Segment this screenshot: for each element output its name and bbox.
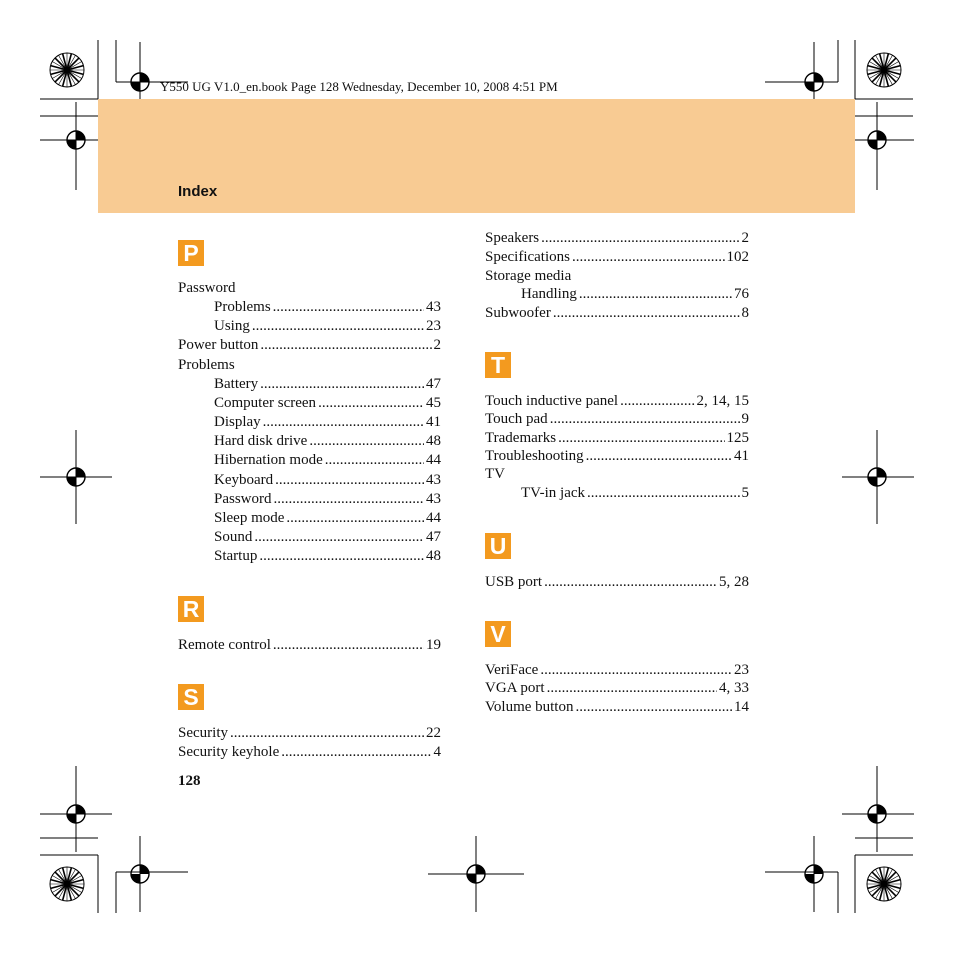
index-entry bbox=[214, 413, 441, 432]
entry-pages: 41 bbox=[734, 447, 749, 464]
entry-term: VGA port bbox=[485, 680, 545, 697]
entry-pages: 2 bbox=[741, 230, 749, 246]
entry-leader-dots bbox=[318, 394, 424, 413]
entry-leader-dots bbox=[260, 336, 431, 355]
entry-term: Hard disk drive bbox=[214, 433, 308, 450]
index-entry bbox=[214, 375, 441, 394]
entry-leader-dots bbox=[579, 285, 732, 304]
entry-term: Power button bbox=[178, 337, 259, 354]
entry-pages: 41 bbox=[426, 414, 441, 431]
index-entry bbox=[485, 392, 749, 411]
index-entry bbox=[214, 528, 441, 547]
entry-term: Speakers bbox=[485, 230, 540, 246]
entry-leader-dots bbox=[281, 743, 431, 762]
entry-term: Touch pad bbox=[485, 411, 548, 428]
index-entry bbox=[214, 317, 441, 336]
file-info: Y550 UG V1.0_en.book Page 128 Wednesday, December 10, 2008 4:51 PM bbox=[160, 79, 558, 94]
entry-term: Volume button bbox=[485, 698, 574, 715]
entry-term: Remote control bbox=[178, 637, 271, 653]
entry-pages: 47 bbox=[426, 375, 441, 392]
index-entry bbox=[485, 447, 749, 466]
index-entry bbox=[485, 429, 749, 448]
entry-leader-dots bbox=[273, 298, 424, 317]
index-entry bbox=[178, 636, 441, 655]
entry-term: Hibernation mode bbox=[214, 452, 323, 469]
index-entry: TV bbox=[485, 466, 505, 483]
entry-pages: 44 bbox=[426, 509, 441, 526]
index-entry bbox=[485, 661, 749, 680]
index-entry bbox=[521, 484, 749, 503]
entry-leader-dots bbox=[544, 573, 717, 592]
entry-term: Keyboard bbox=[214, 471, 274, 488]
entry-term: Trademarks bbox=[485, 429, 557, 446]
index-entry bbox=[521, 285, 749, 304]
entry-leader-dots bbox=[540, 661, 732, 680]
entry-pages: 43 bbox=[426, 490, 441, 507]
entry-pages: 43 bbox=[426, 471, 441, 488]
entry-pages: 102 bbox=[726, 248, 749, 265]
entry-term: Computer screen bbox=[214, 394, 317, 411]
entry-leader-dots bbox=[325, 451, 424, 470]
entry-leader-dots bbox=[550, 410, 740, 429]
index-entry bbox=[178, 336, 441, 355]
index-entry: Storage media bbox=[485, 267, 572, 284]
index-entry bbox=[485, 698, 749, 717]
entry-term: Sleep mode bbox=[214, 509, 285, 526]
index-entry bbox=[178, 724, 441, 743]
entry-term: Security keyhole bbox=[178, 744, 280, 760]
entry-term: Security bbox=[178, 725, 228, 741]
entry-pages: 76 bbox=[734, 286, 749, 303]
entry-term: Problems bbox=[214, 299, 271, 316]
index-entry bbox=[214, 451, 441, 470]
entry-term: Display bbox=[214, 414, 261, 431]
index-entry bbox=[214, 394, 441, 413]
entry-pages: 14 bbox=[734, 698, 749, 715]
entry-pages: 47 bbox=[426, 528, 441, 545]
index-entry bbox=[485, 304, 749, 323]
entry-pages: 44 bbox=[426, 452, 441, 469]
index-entry bbox=[485, 248, 749, 267]
entry-leader-dots bbox=[286, 509, 424, 528]
entry-leader-dots bbox=[572, 248, 725, 267]
entry-pages: 19 bbox=[426, 637, 441, 653]
entry-pages: 2, 14, 15 bbox=[696, 393, 749, 409]
entry-leader-dots bbox=[587, 484, 739, 503]
entry-term: Subwoofer bbox=[485, 305, 551, 322]
letter-badge-u: U bbox=[485, 533, 511, 559]
entry-term: Battery bbox=[214, 375, 259, 392]
index-entry bbox=[178, 743, 441, 762]
index-entry bbox=[485, 679, 749, 698]
entry-term: Password bbox=[214, 490, 272, 507]
entry-leader-dots bbox=[274, 490, 424, 509]
entry-pages: 48 bbox=[426, 433, 441, 450]
index-entry bbox=[214, 547, 441, 566]
entry-leader-dots bbox=[260, 375, 424, 394]
entry-term: USB port bbox=[485, 574, 543, 590]
page-number: 128 bbox=[178, 773, 201, 789]
entry-pages: 23 bbox=[426, 318, 441, 335]
entry-leader-dots bbox=[558, 429, 724, 448]
index-entry: Problems bbox=[178, 356, 235, 373]
entry-leader-dots bbox=[230, 724, 424, 743]
index-entry bbox=[214, 298, 441, 317]
entry-leader-dots bbox=[254, 528, 424, 547]
entry-leader-dots bbox=[541, 229, 739, 248]
entry-pages: 45 bbox=[426, 394, 441, 411]
entry-pages: 5 bbox=[741, 484, 749, 501]
letter-badge-t: T bbox=[485, 352, 511, 378]
entry-leader-dots bbox=[275, 471, 424, 490]
header-title: Index bbox=[178, 183, 218, 200]
entry-pages: 43 bbox=[426, 299, 441, 316]
entry-pages: 8 bbox=[741, 305, 749, 322]
entry-term: VeriFace bbox=[485, 662, 539, 678]
entry-pages: 23 bbox=[734, 662, 749, 678]
entry-term: Touch inductive panel bbox=[485, 393, 619, 409]
index-entry bbox=[214, 490, 441, 509]
entry-term: Startup bbox=[214, 548, 258, 565]
index-entry bbox=[214, 432, 441, 451]
index-entry bbox=[485, 410, 749, 429]
letter-badge-p: P bbox=[178, 240, 204, 266]
entry-term: Sound bbox=[214, 528, 253, 545]
entry-pages: 48 bbox=[426, 548, 441, 565]
index-entry bbox=[214, 509, 441, 528]
entry-term: Handling bbox=[521, 286, 577, 303]
entry-leader-dots bbox=[309, 432, 424, 451]
entry-term: Using bbox=[214, 318, 250, 335]
entry-pages: 22 bbox=[426, 725, 441, 741]
index-entry bbox=[485, 573, 749, 592]
entry-leader-dots bbox=[252, 317, 424, 336]
entry-term: Specifications bbox=[485, 248, 570, 265]
entry-leader-dots bbox=[586, 447, 732, 466]
entry-pages: 4, 33 bbox=[719, 680, 749, 697]
entry-pages: 5, 28 bbox=[719, 574, 749, 590]
entry-leader-dots bbox=[620, 392, 694, 411]
index-entry bbox=[485, 229, 749, 248]
entry-pages: 4 bbox=[433, 744, 441, 760]
entry-leader-dots bbox=[273, 636, 424, 655]
entry-leader-dots bbox=[553, 304, 740, 323]
entry-leader-dots bbox=[547, 679, 717, 698]
entry-term: TV-in jack bbox=[521, 484, 586, 501]
letter-badge-s: S bbox=[178, 684, 204, 710]
entry-leader-dots bbox=[263, 413, 424, 432]
entry-leader-dots bbox=[259, 547, 424, 566]
entry-pages: 125 bbox=[726, 429, 749, 446]
entry-leader-dots bbox=[575, 698, 732, 717]
entry-pages: 9 bbox=[741, 411, 749, 428]
entry-pages: 2 bbox=[433, 337, 441, 354]
entry-term: Troubleshooting bbox=[485, 447, 584, 464]
letter-badge-v: V bbox=[485, 621, 511, 647]
letter-badge-r: R bbox=[178, 596, 204, 622]
index-entry bbox=[214, 471, 441, 490]
index-entry: Password bbox=[178, 280, 236, 296]
